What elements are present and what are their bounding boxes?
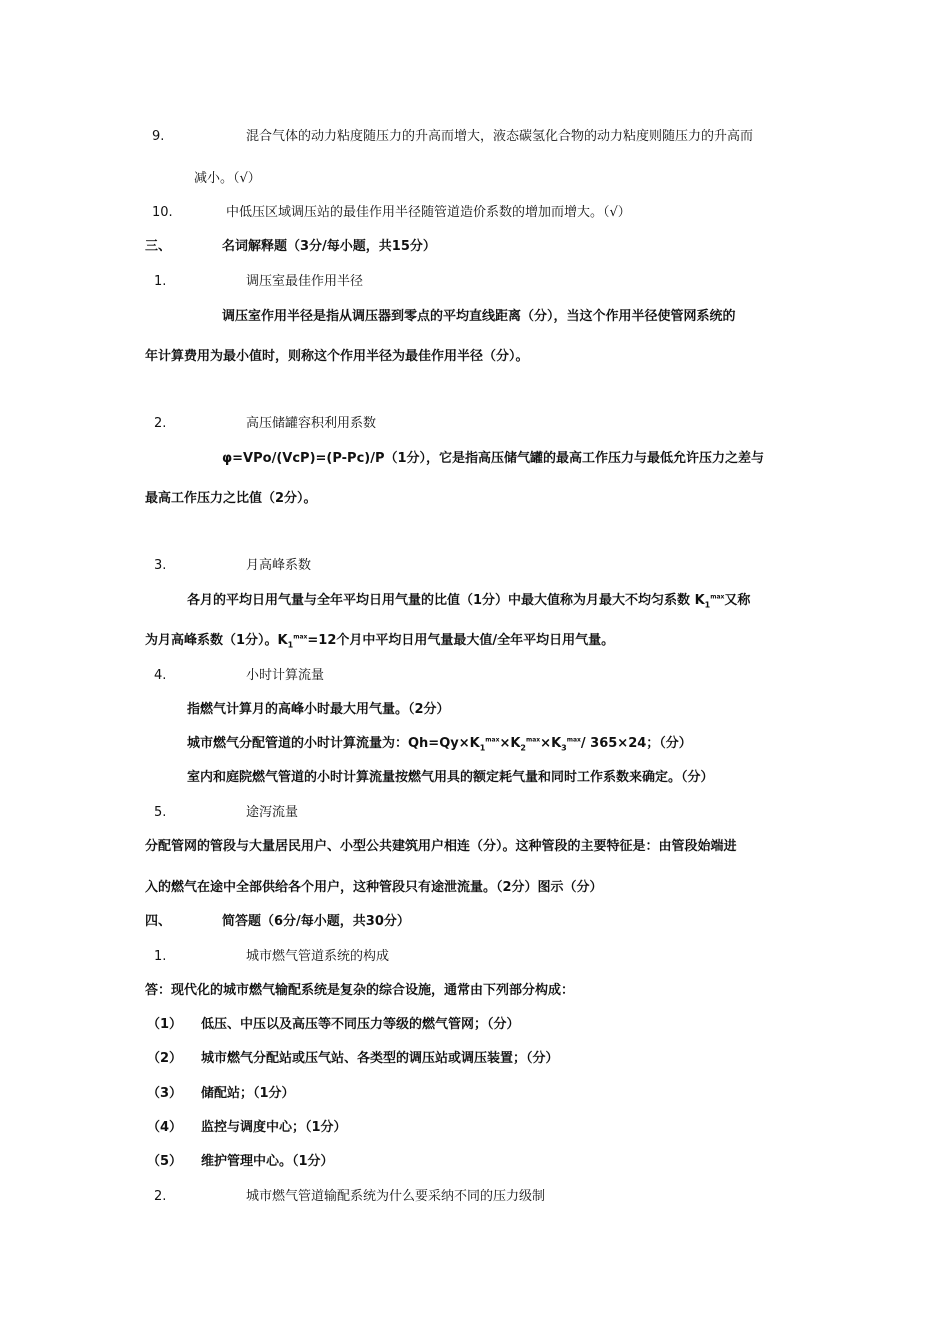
question-text: 城市燃气管道系统的构成 bbox=[246, 949, 390, 964]
statement-text: 减小。（√） bbox=[194, 171, 261, 186]
section-number: 三、 bbox=[145, 239, 172, 254]
section-number: 四、 bbox=[145, 914, 172, 929]
answer-text: 最高工作压力之比值（2分）。 bbox=[145, 491, 317, 506]
question-text: 城市燃气管道输配系统为什么要采纳不同的压力级制 bbox=[246, 1189, 546, 1204]
item-number: 1. bbox=[154, 274, 167, 289]
term-title: 月高峰系数 bbox=[246, 558, 312, 573]
answer-text: 年计算费用为最小值时，则称这个作用半径为最佳作用半径（分）。 bbox=[145, 349, 529, 364]
item-number: 2. bbox=[154, 416, 167, 431]
answer-text: 分配管网的管段与大量居民用户、小型公共建筑用户相连（分）。这种管段的主要特征是：由管段始端进 bbox=[145, 839, 737, 854]
answer-text: 各月的平均日用气量与全年平均日用气量的比值（1分）中最大值称为月最大不均匀系数 $K_1^{max}$又称 bbox=[187, 593, 751, 610]
answer-text: 指燃气计算月的高峰小时最大用气量。（2分） bbox=[187, 702, 450, 717]
list-item: 低压、中压以及高压等不同压力等级的燃气管网；（分） bbox=[201, 1017, 520, 1032]
list-item: 储配站；（1分） bbox=[201, 1086, 295, 1101]
list-item-number: （2） bbox=[147, 1051, 183, 1066]
list-item-number: （1） bbox=[147, 1017, 183, 1032]
term-title: 途泻流量 bbox=[246, 805, 299, 820]
answer-text: φ=VPo/(VcP)=(P-Pc)/P（1分），它是指高压储气罐的最高工作压力与最低允许压力之差与 bbox=[222, 451, 765, 466]
term-title: 小时计算流量 bbox=[246, 668, 325, 683]
item-number: 9. bbox=[152, 129, 165, 144]
item-number: 5. bbox=[154, 805, 167, 820]
answer-text: 入的燃气在途中全部供给各个用户，这种管段只有途泄流量。（2分）图示（分） bbox=[145, 880, 603, 895]
statement-text: 中低压区域调压站的最佳作用半径随管道造价系数的增加而增大。（√） bbox=[226, 205, 631, 220]
item-number: 1. bbox=[154, 949, 167, 964]
item-number: 4. bbox=[154, 668, 167, 683]
term-title: 高压储罐容积利用系数 bbox=[246, 416, 377, 431]
answer-text: 调压室作用半径是指从调压器到零点的平均直线距离（分），当这个作用半径使管网系统的 bbox=[222, 309, 736, 324]
section-title: 简答题（6分/每小题，共30分） bbox=[222, 914, 410, 929]
list-item: 城市燃气分配站或压气站、各类型的调压站或调压装置；（分） bbox=[201, 1051, 559, 1066]
list-item: 监控与调度中心；（1分） bbox=[201, 1120, 347, 1135]
statement-text: 混合气体的动力粘度随压力的升高而增大，液态碳氢化合物的动力粘度则随压力的升高而 bbox=[246, 129, 754, 144]
item-number: 10. bbox=[152, 205, 173, 220]
list-item: 维护管理中心。（1分） bbox=[201, 1154, 334, 1169]
section-title: 名词解释题（3分/每小题，共15分） bbox=[222, 239, 436, 254]
answer-text: 为月高峰系数（1分）。$K_1^{max}=12$个月中平均日用气量最大值/全年平均日用气量。 bbox=[145, 633, 615, 650]
answer-text: 答：现代化的城市燃气输配系统是复杂的综合设施，通常由下列部分构成： bbox=[145, 983, 575, 998]
item-number: 3. bbox=[154, 558, 167, 573]
list-item-number: （5） bbox=[147, 1154, 183, 1169]
list-item-number: （3） bbox=[147, 1086, 183, 1101]
list-item-number: （4） bbox=[147, 1120, 183, 1135]
item-number: 2. bbox=[154, 1189, 167, 1204]
formula-text: 城市燃气分配管道的小时计算流量为：$Qh=Qy\times K_1^{max}\times K_2^{max}\times K_3^{max}/$ 365×24；（分） bbox=[187, 736, 692, 753]
answer-text: 室内和庭院燃气管道的小时计算流量按燃气用具的额定耗气量和同时工作系数来确定。（分） bbox=[187, 770, 714, 785]
term-title: 调压室最佳作用半径 bbox=[246, 274, 364, 289]
